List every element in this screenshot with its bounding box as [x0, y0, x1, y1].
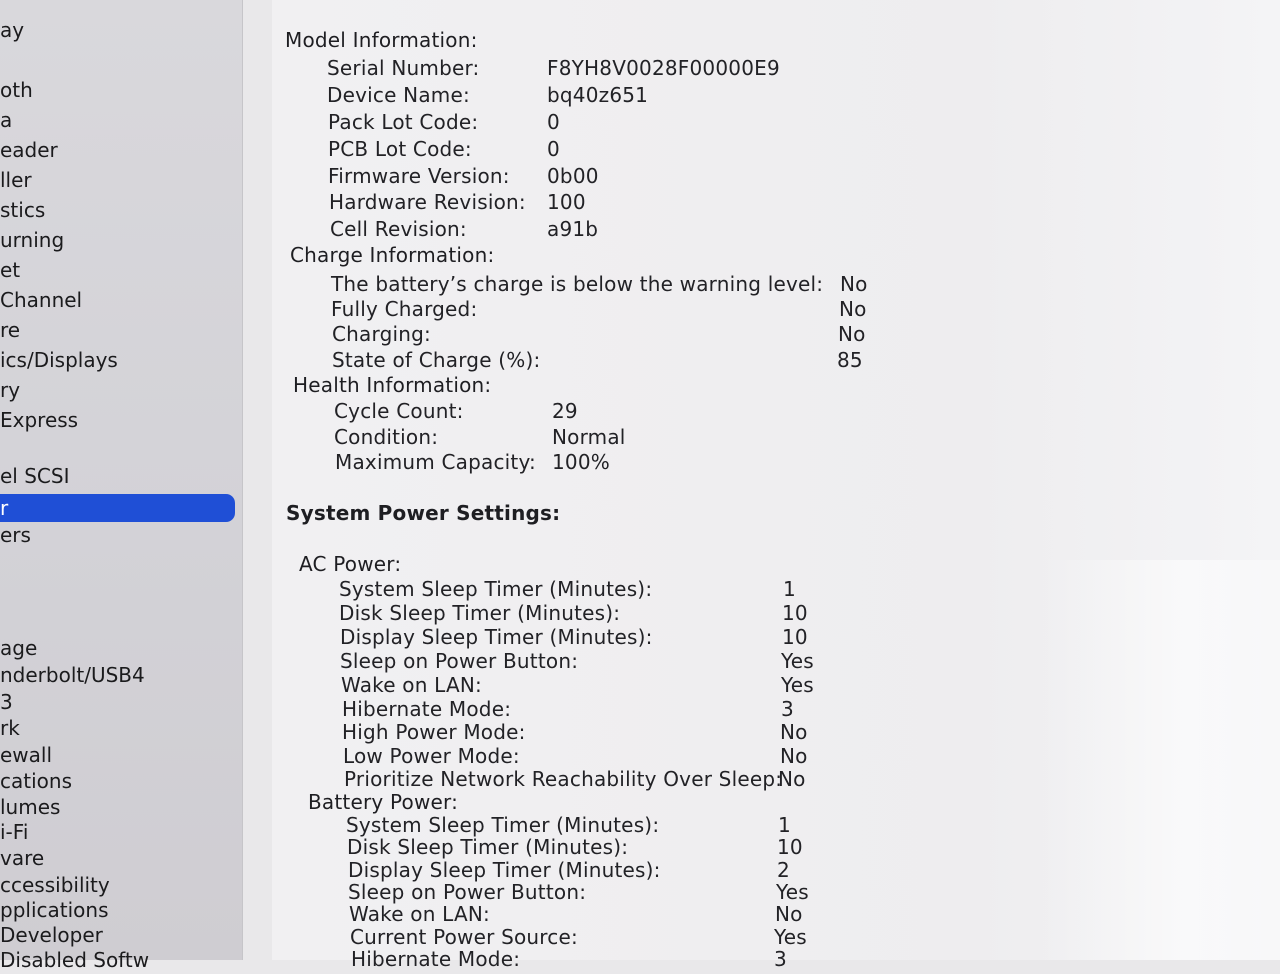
info-row [335, 450, 610, 474]
info-row [328, 164, 599, 188]
info-row [343, 744, 808, 768]
row-value: 10 [782, 601, 808, 625]
info-row [344, 767, 806, 791]
row-value: Yes [781, 649, 814, 673]
row-label: Wake on LAN: [341, 673, 482, 697]
info-row [342, 720, 808, 744]
row-label: Maximum Capacity: [335, 450, 536, 474]
section-heading-charge: Charge Information: [290, 243, 495, 267]
row-value: 10 [777, 835, 803, 859]
info-row [341, 673, 814, 697]
section-heading-power: System Power Settings: [286, 501, 561, 525]
sidebar-item[interactable]: 3 [0, 690, 13, 714]
info-row [334, 399, 578, 423]
row-label: System Sleep Timer (Minutes): [346, 813, 660, 837]
row-label: Device Name: [327, 83, 470, 107]
row-value: Yes [776, 880, 809, 904]
info-row [329, 190, 586, 214]
row-value: F8YH8V0028F00000E9 [547, 56, 780, 80]
row-value: 100% [552, 450, 610, 474]
info-row [340, 649, 814, 673]
info-row [340, 625, 808, 649]
info-row [330, 217, 599, 241]
sidebar-item[interactable]: Developer [0, 923, 103, 947]
row-value: No [780, 720, 808, 744]
section-heading-model: Model Information: [285, 28, 478, 52]
row-label: Cell Revision: [330, 217, 467, 241]
sidebar-item[interactable]: el SCSI [0, 464, 70, 488]
row-value: 3 [774, 947, 787, 971]
section-heading-health: Health Information: [293, 373, 492, 397]
info-row [327, 56, 780, 80]
row-label: Sleep on Power Button: [348, 880, 587, 904]
sidebar-item[interactable]: a [0, 108, 13, 132]
row-label: Serial Number: [327, 56, 480, 80]
sidebar-item[interactable]: age [0, 636, 38, 660]
sidebar-item[interactable]: ay [0, 18, 25, 42]
sidebar-item[interactable]: vare [0, 846, 45, 870]
info-row [331, 297, 867, 321]
row-value: Yes [774, 925, 807, 949]
row-label: Wake on LAN: [349, 902, 490, 926]
sidebar-item[interactable]: ers [0, 523, 31, 547]
info-row [332, 322, 866, 346]
row-value: 1 [783, 577, 796, 601]
sidebar-item[interactable]: stics [0, 198, 46, 222]
row-value: 3 [781, 697, 794, 721]
row-label: Disk Sleep Timer (Minutes): [339, 601, 621, 625]
row-label: Fully Charged: [331, 297, 478, 321]
row-label: Condition: [334, 425, 439, 449]
sidebar-item[interactable]: et [0, 258, 21, 282]
row-value: 0b00 [547, 164, 599, 188]
sidebar-item[interactable]: oth [0, 78, 33, 102]
sidebar-item-selected[interactable]: r [0, 494, 235, 522]
row-label: Charging: [332, 322, 431, 346]
row-value: Normal [552, 425, 626, 449]
sidebar-item[interactable]: Express [0, 408, 79, 432]
row-value: 100 [547, 190, 586, 214]
sidebar [0, 0, 243, 972]
info-row [348, 858, 790, 882]
info-row [346, 813, 791, 837]
row-label: Hardware Revision: [329, 190, 526, 214]
row-value: 1 [778, 813, 791, 837]
row-value: 0 [547, 137, 560, 161]
row-label: Hibernate Mode: [342, 697, 512, 721]
info-row [327, 83, 649, 107]
sidebar-item[interactable]: cations [0, 769, 72, 793]
row-value: 0 [547, 110, 560, 134]
sidebar-item[interactable]: ics/Displays [0, 348, 118, 372]
row-value: No [778, 767, 806, 791]
row-label: Low Power Mode: [343, 744, 520, 768]
row-label: Hibernate Mode: [351, 947, 521, 971]
info-row [328, 137, 560, 161]
sidebar-item[interactable]: urning [0, 228, 65, 252]
row-label: State of Charge (%): [332, 348, 541, 372]
info-row [351, 947, 787, 971]
row-label: Sleep on Power Button: [340, 649, 579, 673]
info-row [348, 880, 809, 904]
row-value: No [838, 322, 866, 346]
sidebar-item[interactable]: ccessibility [0, 873, 110, 897]
sidebar-item[interactable]: Disabled Softw [0, 948, 150, 972]
row-value: Yes [781, 673, 814, 697]
row-label: System Sleep Timer (Minutes): [339, 577, 653, 601]
info-row [342, 697, 794, 721]
row-label: Prioritize Network Reachability Over Sleep: [344, 767, 783, 791]
row-value: 2 [777, 858, 790, 882]
row-value: bq40z651 [547, 83, 649, 107]
row-value: 10 [782, 625, 808, 649]
row-label: Firmware Version: [328, 164, 510, 188]
info-row [349, 902, 803, 926]
row-value: No [840, 272, 868, 296]
sidebar-item[interactable]: eader [0, 138, 58, 162]
info-row [339, 577, 796, 601]
info-row [328, 110, 560, 134]
row-label: The battery’s charge is below the warning level: [331, 272, 824, 296]
row-label: High Power Mode: [342, 720, 526, 744]
sidebar-item[interactable]: nderbolt/USB4 [0, 663, 145, 687]
row-value: a91b [547, 217, 599, 241]
sidebar-item[interactable]: pplications [0, 898, 109, 922]
sidebar-item[interactable]: re [0, 318, 21, 342]
row-value: No [839, 297, 867, 321]
sidebar-item[interactable]: i-Fi [0, 820, 29, 844]
info-row [350, 925, 807, 949]
row-label: Display Sleep Timer (Minutes): [348, 858, 661, 882]
sidebar-item[interactable]: Channel [0, 288, 83, 312]
info-row [339, 601, 808, 625]
sidebar-item[interactable]: ller [0, 168, 32, 192]
info-row [331, 272, 868, 296]
subsection-heading-battery: Battery Power: [308, 790, 459, 814]
row-label: Disk Sleep Timer (Minutes): [347, 835, 629, 859]
row-value: 85 [837, 348, 863, 372]
row-label: Display Sleep Timer (Minutes): [340, 625, 653, 649]
row-label: PCB Lot Code: [328, 137, 472, 161]
info-row [334, 425, 626, 449]
sidebar-item[interactable]: ry [0, 378, 21, 402]
row-label: Current Power Source: [350, 925, 578, 949]
row-value: 29 [552, 399, 578, 423]
sidebar-item[interactable]: rk [0, 716, 20, 740]
info-row [332, 348, 863, 372]
row-value: No [775, 902, 803, 926]
sidebar-item[interactable]: ewall [0, 743, 53, 767]
info-row [347, 835, 803, 859]
subsection-heading-ac: AC Power: [299, 552, 402, 576]
row-label: Pack Lot Code: [328, 110, 479, 134]
row-label: Cycle Count: [334, 399, 464, 423]
sidebar-item[interactable]: lumes [0, 795, 61, 819]
row-value: No [780, 744, 808, 768]
